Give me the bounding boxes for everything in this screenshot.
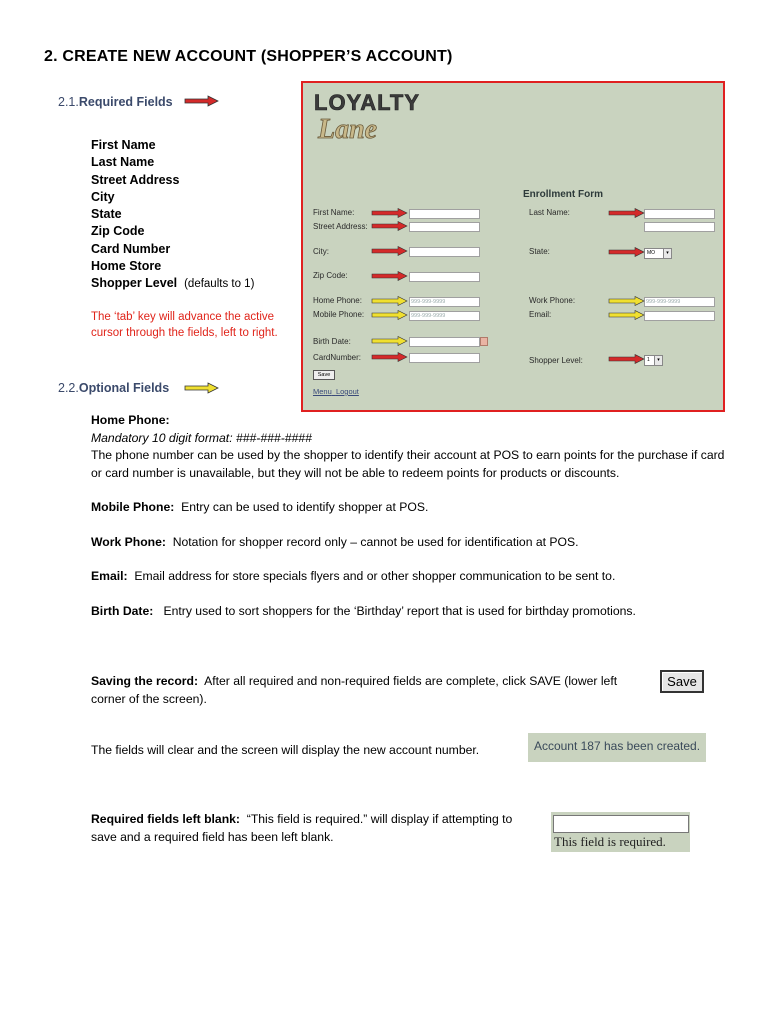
saving-label: Saving the record: — [91, 674, 199, 688]
shopper-level-note: (defaults to 1) — [184, 278, 255, 291]
required-item: City — [91, 189, 115, 204]
form-label-work-phone: Work Phone: — [529, 296, 576, 305]
blank-paragraph — [91, 811, 536, 846]
shopper-level-arrow-icon — [609, 355, 644, 364]
tab-key-note: The ‘tab’ key will advance the active cursor through the fields, left to right. — [91, 311, 278, 339]
logout-link[interactable]: Logout — [335, 387, 359, 396]
mobile-phone-label: Mobile Phone: — [91, 500, 175, 514]
work-phone-label: Work Phone: — [91, 535, 166, 549]
work-phone-text: Notation for shopper record only – cannot be used for identification at POS. — [172, 535, 579, 549]
card-number-arrow-icon — [372, 353, 407, 362]
email-text: Email address for store specials flyers and or other shopper communication to be sent to. — [134, 569, 616, 583]
form-label-card-number: CardNumber: — [313, 353, 362, 362]
form-label-zip-code: Zip Code: — [313, 271, 348, 280]
mobile-phone-paragraph — [91, 499, 731, 517]
form-label-first-name: First Name: — [313, 208, 355, 217]
first-name-arrow-icon — [372, 209, 407, 218]
required-item: Card Number — [91, 241, 171, 256]
mobile-phone-arrow-icon — [372, 311, 407, 320]
saving-paragraph — [91, 673, 646, 708]
account-created-message: Account 187 has been created. — [528, 733, 706, 762]
form-label-mobile-phone: Mobile Phone: — [313, 310, 365, 319]
form-label-shopper-level: Shopper Level: — [529, 356, 583, 365]
optional-number: 2.2. — [58, 381, 79, 395]
saving-text: After all required and non-required fields are complete, click SAVE (lower left corner of the screen). — [91, 674, 618, 706]
required-item: Street Address — [91, 172, 180, 187]
form-label-street-address: Street Address: — [313, 222, 368, 231]
enrollment-form-title: Enrollment Form — [523, 189, 604, 200]
street-address-arrow-icon — [372, 222, 407, 231]
blank-text: “This field is required.” will display if attempting to save and a required field has been left blank. — [91, 812, 513, 844]
last-name-arrow-icon — [609, 209, 644, 218]
blank-label: Required fields left blank: — [91, 812, 240, 826]
birth-date-label: Birth Date: — [91, 604, 154, 618]
birth-date-paragraph — [91, 603, 731, 621]
home-phone-arrow-icon — [372, 297, 407, 306]
work-phone-paragraph — [91, 534, 731, 552]
required-title: Required Fields — [78, 95, 173, 109]
menu-link[interactable]: Menu — [313, 387, 332, 396]
email-paragraph — [91, 568, 731, 586]
work-phone-field[interactable]: 999-999-9999 — [644, 297, 715, 307]
required-item: State — [91, 207, 122, 222]
clear-text: The fields will clear and the screen will display the new account number. — [91, 743, 480, 757]
chevron-down-icon: ▾ — [654, 356, 662, 365]
state-arrow-icon — [609, 248, 644, 257]
form-label-email: Email: — [529, 310, 552, 319]
form-arrows — [0, 0, 770, 420]
home-phone-text: The phone number can be used by the shopper to identify their account at POS to earn points for the purchase if card or card number is unavailable, but they will not be able to redeem points for products or discounts. — [91, 448, 725, 480]
field-required-message: This field is required. — [554, 834, 666, 849]
logo-top-text: LOYALTY — [314, 90, 421, 115]
shopper-level-label: Shopper Level — [91, 276, 178, 291]
section-heading: 2. CREATE NEW ACCOUNT (SHOPPER’S ACCOUNT) — [44, 48, 453, 65]
chevron-down-icon: ▾ — [663, 249, 671, 258]
form-label-city: City: — [313, 247, 329, 256]
empty-field — [553, 815, 689, 833]
field-required-example — [551, 812, 690, 852]
optional-title: Optional Fields — [78, 381, 170, 395]
state-select-value: MO — [647, 250, 656, 256]
home-phone-label: Home Phone: — [91, 413, 170, 427]
required-number: 2.1. — [58, 95, 79, 109]
email-label: Email: — [91, 569, 128, 583]
logo-bottom-text: Lane — [318, 114, 378, 144]
form-label-state: State: — [529, 247, 550, 256]
city-arrow-icon — [372, 247, 407, 256]
form-label-last-name: Last Name: — [529, 208, 570, 217]
required-item: Zip Code — [91, 224, 145, 239]
email-arrow-icon — [609, 311, 644, 320]
form-save-button[interactable]: Save — [313, 370, 335, 380]
birth-date-text: Entry used to sort shoppers for the ‘Birthday’ report that is used for birthday promotions. — [163, 604, 636, 618]
form-label-birth-date: Birth Date: — [313, 337, 351, 346]
form-label-home-phone: Home Phone: — [313, 296, 362, 305]
home-phone-format: Mandatory 10 digit format: ###-###-#### — [91, 431, 312, 445]
save-button[interactable]: Save — [660, 670, 704, 693]
required-item: Last Name — [91, 155, 155, 170]
home-phone-field[interactable]: 999-999-9999 — [409, 297, 480, 307]
required-item: First Name — [91, 138, 156, 152]
work-phone-arrow-icon — [609, 297, 644, 306]
shopper-level-value: 1 — [647, 357, 650, 363]
birth-date-arrow-icon — [372, 337, 407, 346]
mobile-phone-field[interactable]: 999-999-9999 — [409, 311, 480, 321]
mobile-phone-text: Entry can be used to identify shopper at POS. — [181, 500, 429, 514]
required-item: Home Store — [91, 259, 162, 274]
zip-code-arrow-icon — [372, 272, 407, 281]
